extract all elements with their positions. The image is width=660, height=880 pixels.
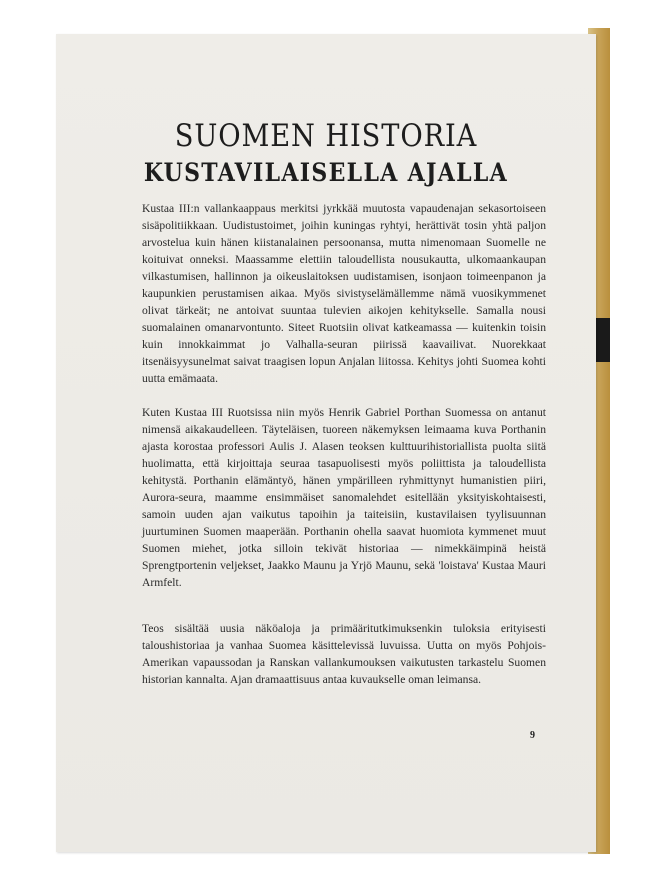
- paragraph-2: Kuten Kustaa III Ruotsissa niin myös Henrik Gabriel Porthan Suomessa on antanut nimensä aikakaudelleen. Täyteläisen, tuoreen näkemyksen leimaama kuva Porthanin ajasta korostaa professori Aulis J. Alasen teoksen kulttuurihistoriallista puolta siitä huolimatta, että kirjoittaja seuraa tasapuolisesti myös poliittista ja taloudellista kehitystä. Porthanin elämäntyö, hänen ympärilleen ryhmittynyt humanistien piiri, Aurora-seura, maamme ensimmäiset sanomalehdet esitellään yksityiskohtaisesti, samoin uuden ajan vaikutus tapoihin ja taiteisiin, kustavilaisen tyylisuunnan juurtuminen Suomen maaperään. Porthanin ohella saavat huomiota kymmenet muut Suomen miehet, jotka silloin tekivät historiaa — nimekkäimpinä heistä Sprengtportenin veljekset, Jaakko Maunu ja Yrjö Maunu, sekä 'loistava' Kustaa Mauri Armfelt.: [142, 406, 546, 589]
- page-number: 9: [530, 730, 535, 741]
- paragraph-3: Teos sisältää uusia näköaloja ja primääritutkimuksenkin tuloksia erityisesti taloushistoriaa ja vanhaa Suomea käsittelevissä luvuissa. Uutta on myös Pohjois-Amerikan vapaussodan ja Ranskan vallankumouksen vaikutusten tarkastelu Suomen historian kannalta. Ajan dramaattisuus antaa kuvaukselle oman leimansa.: [142, 622, 546, 686]
- book-page: [56, 34, 596, 852]
- page-title: SUOMEN HISTORIA: [174, 118, 478, 154]
- spine-marker: [596, 318, 610, 362]
- paragraph-1: Kustaa III:n vallankaappaus merkitsi jyrkkää muutosta vapaudenajan sekasortoiseen sisäpolitiikkaan. Uudistustoimet, joihin kuningas ryhtyi, herättivät tosin yhtä paljon arvostelua kuin hänen kiistanalainen persoonansa, mutta nimenomaan Suomelle ne koituivat onneksi. Maassamme elettiin taloudellista nousukautta, ulkomaankaupan vilkastumisen, hallinnon ja oikeuslaitoksen uudistamisen, isonjaon toimeenpanon ja kaupunkien perustamisen aikaa. Myös sivistyselämällemme nämä vuosikymmenet olivat tärkeät; ne antoivat suuntaa tulevien aikojen kehitykselle. Samalla nousi suomalainen omanarvontunto. Siteet Ruotsiin olivat katkeamassa — kuitenkin toisin kuin innokkaimmat jo Valhalla-seuran piirissä kaavailivat. Nuorekkaat itsenäisyysunelmat saivat traagisen lopun Anjalan liitossa. Kehitys johti Suomea kohti uutta emämaata.: [142, 202, 546, 385]
- page-subtitle: KUSTAVILAISELLA AJALLA: [143, 158, 509, 187]
